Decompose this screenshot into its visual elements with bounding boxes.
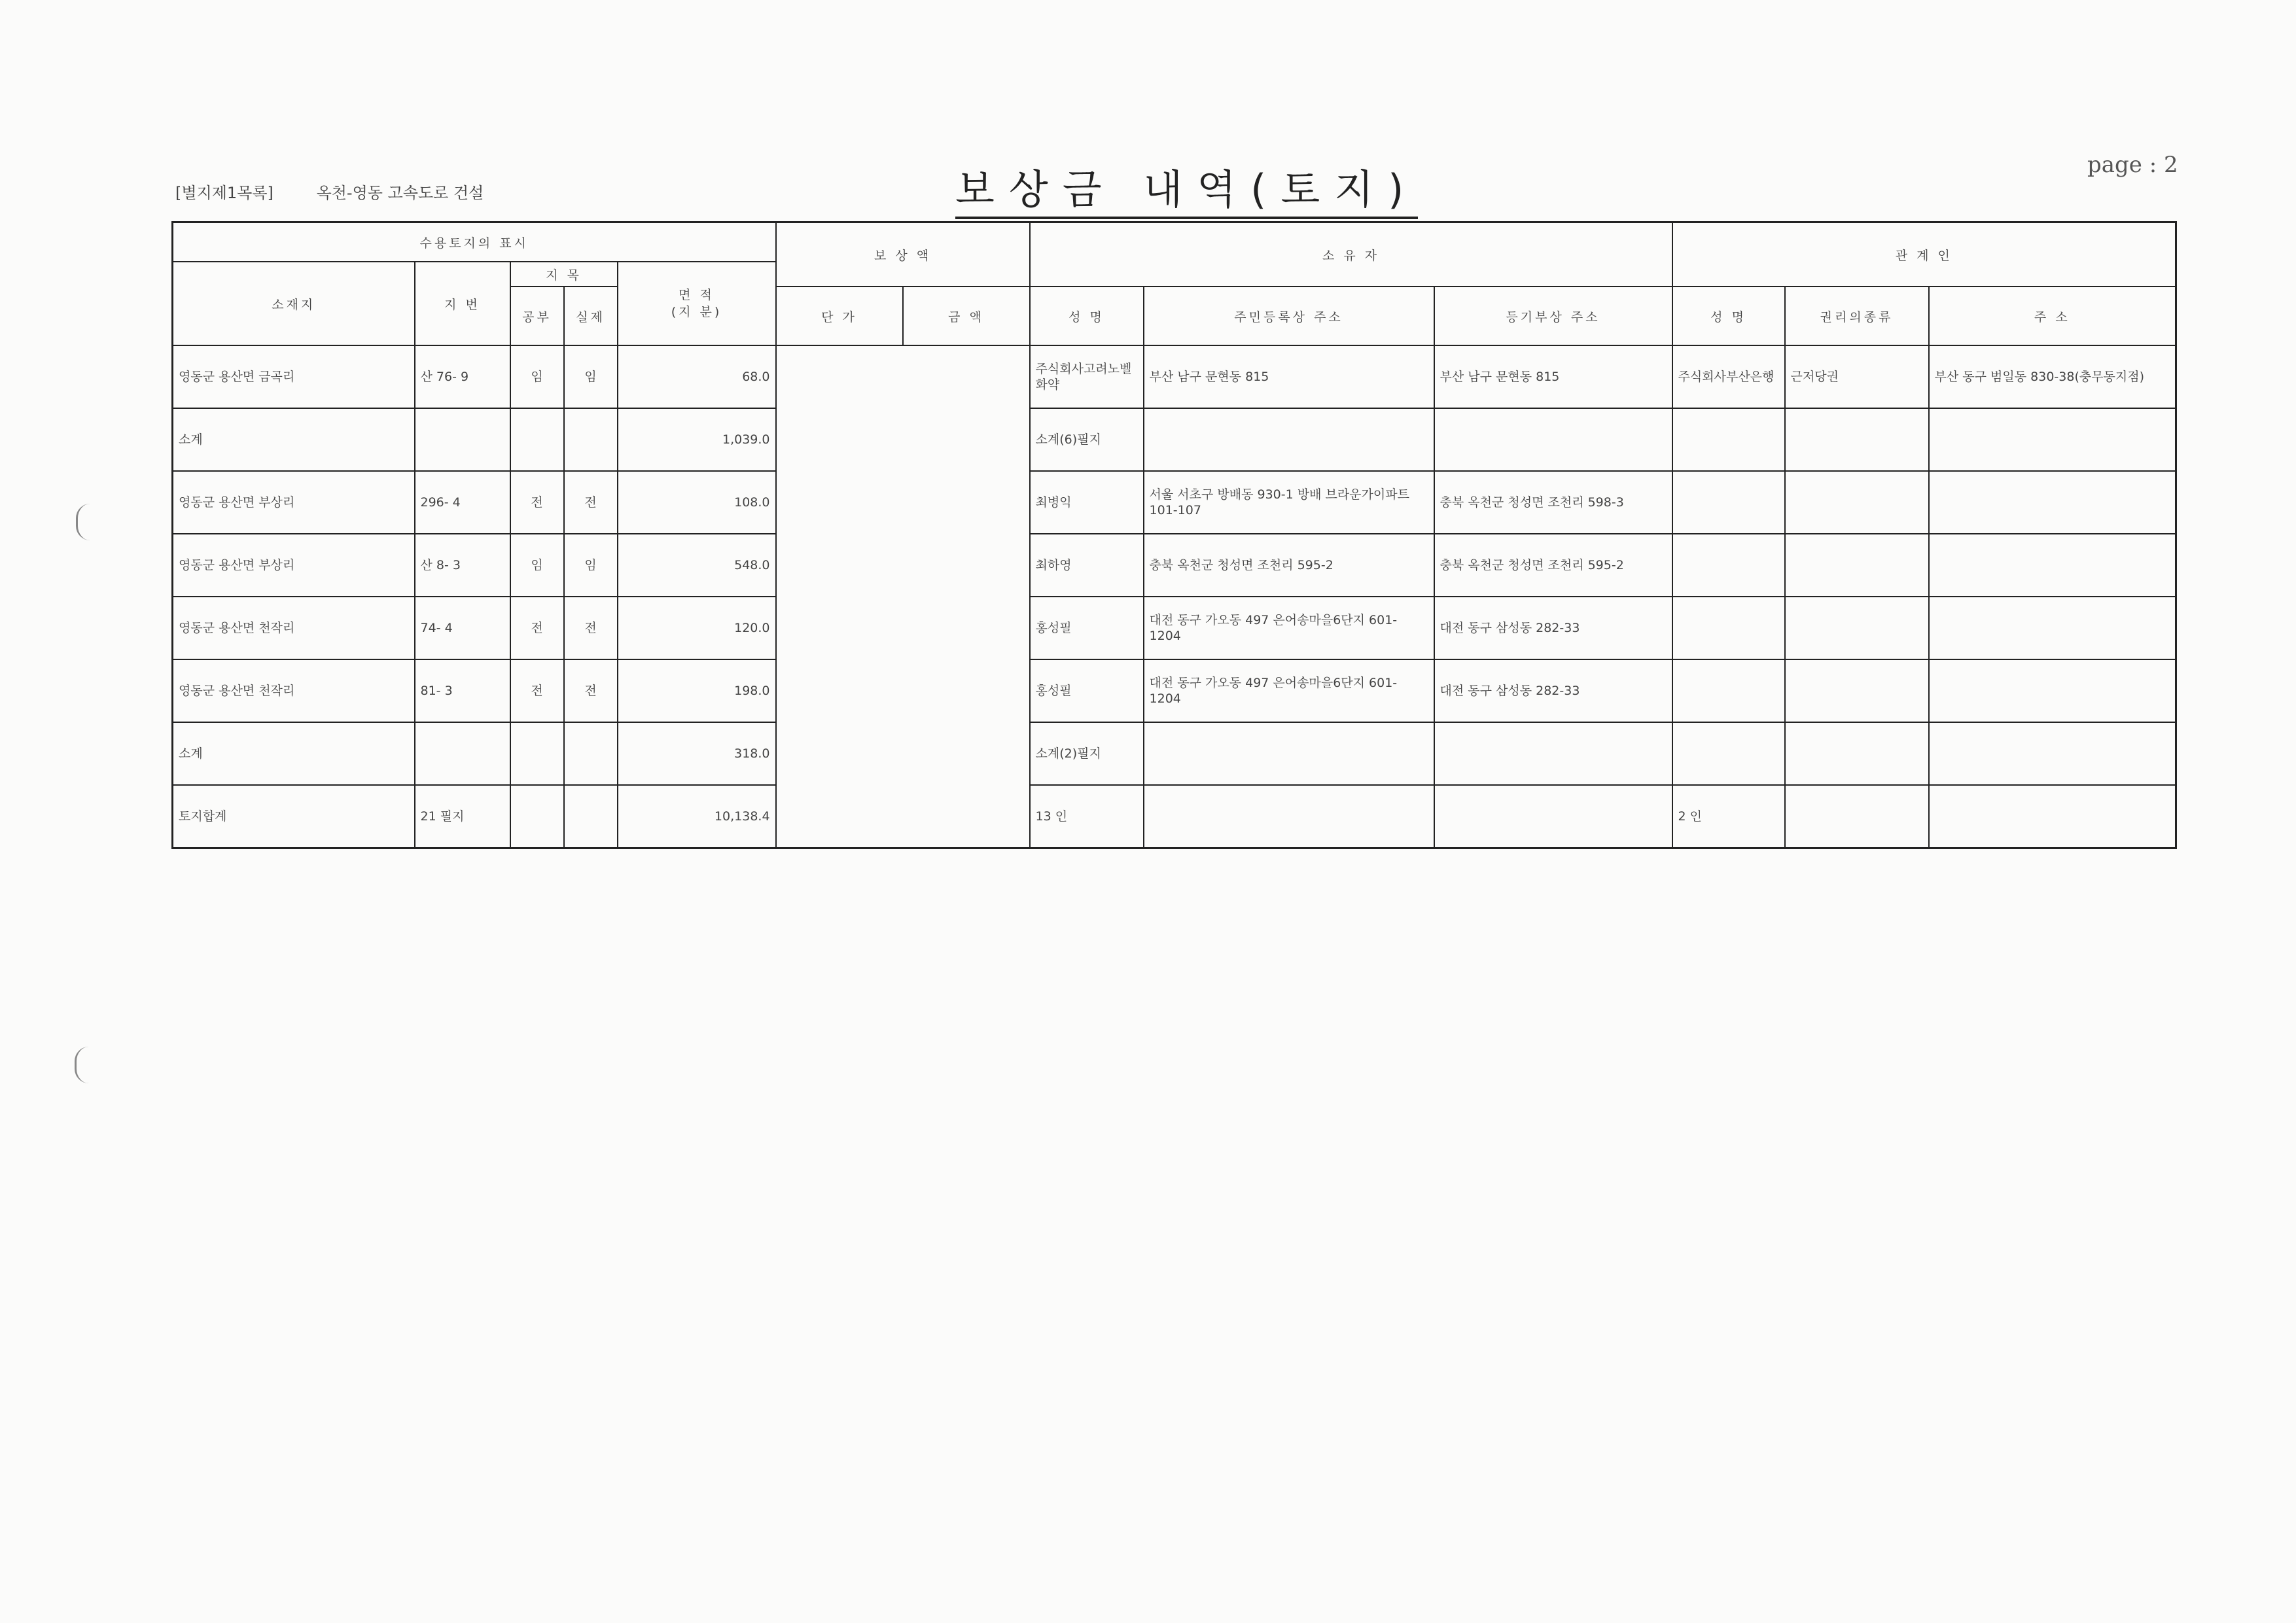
- col-rel-addr: 주 소: [1929, 287, 2176, 345]
- col-unit-price: 단 가: [776, 287, 903, 345]
- cell-area: 10,138.4: [618, 785, 776, 848]
- cell-lot-no: 74- 4: [415, 597, 510, 659]
- cell-area: 198.0: [618, 659, 776, 722]
- table-row: [173, 471, 2176, 534]
- cell-rel-addr: [1929, 534, 2176, 597]
- cell-rel-addr: [1929, 785, 2176, 848]
- cell-rel-name: [1672, 471, 1785, 534]
- project-name: 옥천-영동 고속도로 건설: [316, 184, 484, 202]
- cell-owner-name: 홍성필: [1030, 659, 1144, 722]
- cell-owner-resident-addr: [1144, 408, 1434, 471]
- cell-rel-name: [1672, 534, 1785, 597]
- cell-lot-no: 296- 4: [415, 471, 510, 534]
- cell-rel-name: [1672, 659, 1785, 722]
- cell-rel-right: [1785, 722, 1929, 785]
- cell-rel-right: 근저당권: [1785, 345, 1929, 408]
- cell-owner-name: 13 인: [1030, 785, 1144, 848]
- col-area: 면 적 (지 분): [618, 262, 776, 345]
- cell-rel-name: [1672, 408, 1785, 471]
- cell-cat-actual: 임: [564, 534, 618, 597]
- col-location: 소재지: [173, 262, 415, 345]
- table-row: [173, 785, 2176, 848]
- col-cat-official: 공부: [510, 287, 564, 345]
- cell-owner-name: 소계(2)필지: [1030, 722, 1144, 785]
- cell-cat-actual: [564, 785, 618, 848]
- cell-rel-addr: [1929, 722, 2176, 785]
- group-land: 수용토지의 표시: [173, 222, 776, 262]
- cell-owner-name: 최하영: [1030, 534, 1144, 597]
- col-rel-name: 성 명: [1672, 287, 1785, 345]
- cell-rel-addr: [1929, 471, 2176, 534]
- cell-rel-name: 주식회사부산은행: [1672, 345, 1785, 408]
- cell-cat-actual: 임: [564, 345, 618, 408]
- document-header: [175, 180, 484, 203]
- cell-cat-official: 전: [510, 597, 564, 659]
- cell-location: 영동군 용산면 천작리: [173, 597, 415, 659]
- cell-owner-name: 최병익: [1030, 471, 1144, 534]
- col-amount: 금 액: [903, 287, 1030, 345]
- col-lot-no: 지 번: [415, 262, 510, 345]
- cell-lot-no: 산 8- 3: [415, 534, 510, 597]
- group-compensation: 보 상 액: [776, 222, 1030, 287]
- document-title: 보상금 내역(토지): [955, 157, 1418, 219]
- cell-lot-no: 81- 3: [415, 659, 510, 722]
- col-cat-actual: 실제: [564, 287, 618, 345]
- cell-cat-actual: 전: [564, 471, 618, 534]
- cell-rel-right: [1785, 471, 1929, 534]
- cell-location: 영동군 용산면 부상리: [173, 534, 415, 597]
- cell-cat-actual: 전: [564, 659, 618, 722]
- cell-rel-right: [1785, 659, 1929, 722]
- table-row: [173, 408, 2176, 471]
- cell-owner-registry-addr: [1434, 408, 1672, 471]
- cell-cat-actual: 전: [564, 597, 618, 659]
- cell-location: 영동군 용산면 천작리: [173, 659, 415, 722]
- cell-cat-actual: [564, 722, 618, 785]
- cell-cat-official: 전: [510, 471, 564, 534]
- cell-rel-addr: 부산 동구 범일동 830-38(충무동지점): [1929, 345, 2176, 408]
- compensation-table: [171, 221, 2177, 849]
- group-stakeholder: 관 계 인: [1672, 222, 2176, 287]
- cell-rel-addr: [1929, 597, 2176, 659]
- attachment-ref: [별지제1목록]: [175, 184, 274, 202]
- col-rel-right: 권리의종류: [1785, 287, 1929, 345]
- cell-location: 소계: [173, 408, 415, 471]
- cell-owner-registry-addr: 충북 옥천군 청성면 조천리 595-2: [1434, 534, 1672, 597]
- cell-rel-right: [1785, 408, 1929, 471]
- cell-location: 영동군 용산면 부상리: [173, 471, 415, 534]
- cell-rel-right: [1785, 785, 1929, 848]
- binder-hole: [75, 1047, 91, 1083]
- cell-cat-official: [510, 722, 564, 785]
- col-owner-resident-addr: 주민등록상 주소: [1144, 287, 1434, 345]
- table-row: [173, 597, 2176, 659]
- page-number: page : 2: [2087, 152, 2178, 178]
- cell-cat-official: 임: [510, 534, 564, 597]
- cell-rel-right: [1785, 534, 1929, 597]
- cell-area: 548.0: [618, 534, 776, 597]
- table-row: [173, 345, 2176, 408]
- cell-owner-resident-addr: 대전 동구 가오동 497 은어송마을6단지 601-1204: [1144, 659, 1434, 722]
- col-owner-name: 성 명: [1030, 287, 1144, 345]
- cell-owner-registry-addr: [1434, 785, 1672, 848]
- cell-owner-name: 주식회사고려노벨화약: [1030, 345, 1144, 408]
- col-category: 지 목: [510, 262, 618, 287]
- cell-lot-no: 산 76- 9: [415, 345, 510, 408]
- cell-cat-official: 임: [510, 345, 564, 408]
- cell-owner-resident-addr: [1144, 722, 1434, 785]
- table-row: [173, 659, 2176, 722]
- table-row: [173, 722, 2176, 785]
- cell-rel-right: [1785, 597, 1929, 659]
- cell-area: 120.0: [618, 597, 776, 659]
- cell-owner-registry-addr: [1434, 722, 1672, 785]
- cell-location: 영동군 용산면 금곡리: [173, 345, 415, 408]
- cell-cat-actual: [564, 408, 618, 471]
- cell-owner-registry-addr: 충북 옥천군 청성면 조천리 598-3: [1434, 471, 1672, 534]
- cell-owner-resident-addr: 대전 동구 가오동 497 은어송마을6단지 601-1204: [1144, 597, 1434, 659]
- cell-rel-addr: [1929, 659, 2176, 722]
- cell-lot-no: [415, 408, 510, 471]
- cell-lot-no: 21 필지: [415, 785, 510, 848]
- col-owner-registry-addr: 등기부상 주소: [1434, 287, 1672, 345]
- cell-owner-resident-addr: [1144, 785, 1434, 848]
- binder-hole: [76, 504, 92, 540]
- cell-area: 318.0: [618, 722, 776, 785]
- cell-owner-resident-addr: 서울 서초구 방배동 930-1 방배 브라운가이파트 101-107: [1144, 471, 1434, 534]
- cell-owner-registry-addr: 부산 남구 문현동 815: [1434, 345, 1672, 408]
- cell-cat-official: 전: [510, 659, 564, 722]
- compensation-blank: [776, 345, 1030, 848]
- cell-location: 토지합계: [173, 785, 415, 848]
- cell-owner-resident-addr: 부산 남구 문현동 815: [1144, 345, 1434, 408]
- cell-owner-registry-addr: 대전 동구 삼성동 282-33: [1434, 597, 1672, 659]
- cell-rel-name: 2 인: [1672, 785, 1785, 848]
- cell-rel-addr: [1929, 408, 2176, 471]
- cell-rel-name: [1672, 597, 1785, 659]
- table-row: [173, 534, 2176, 597]
- cell-location: 소계: [173, 722, 415, 785]
- cell-owner-registry-addr: 대전 동구 삼성동 282-33: [1434, 659, 1672, 722]
- cell-area: 108.0: [618, 471, 776, 534]
- cell-rel-name: [1672, 722, 1785, 785]
- cell-owner-name: 홍성필: [1030, 597, 1144, 659]
- group-owner: 소 유 자: [1030, 222, 1672, 287]
- cell-cat-official: [510, 408, 564, 471]
- cell-area: 68.0: [618, 345, 776, 408]
- cell-owner-resident-addr: 충북 옥천군 청성면 조천리 595-2: [1144, 534, 1434, 597]
- cell-lot-no: [415, 722, 510, 785]
- cell-area: 1,039.0: [618, 408, 776, 471]
- cell-owner-name: 소계(6)필지: [1030, 408, 1144, 471]
- cell-cat-official: [510, 785, 564, 848]
